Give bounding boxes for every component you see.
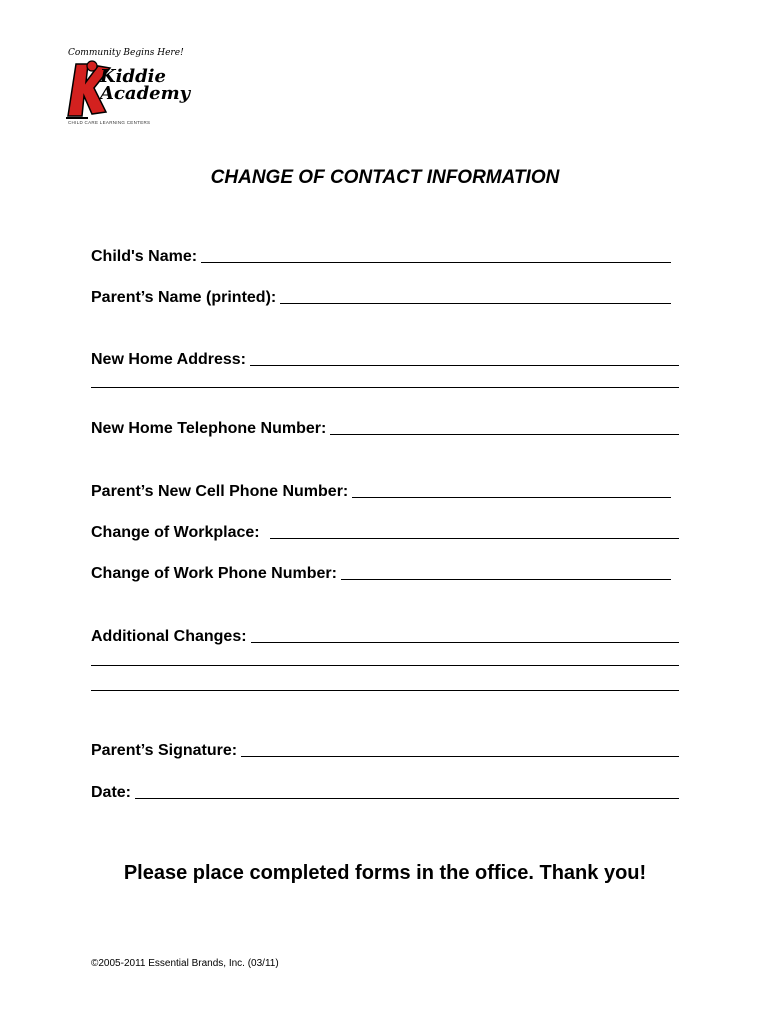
home-address-line[interactable] [250,365,679,366]
logo-brand-line-1: Kiddie [100,66,166,87]
kiddie-academy-logo [62,46,191,132]
home-address-line-2[interactable] [91,387,679,388]
cell-phone-label: Parent’s New Cell Phone Number: [91,483,349,500]
additional-changes-line-3[interactable] [91,690,679,691]
home-address-label: New Home Address: [91,351,246,368]
additional-changes-label: Additional Changes: [91,628,247,645]
parent-name-label: Parent’s Name (printed): [91,289,277,306]
home-phone-label: New Home Telephone Number: [91,420,327,437]
additional-changes-line[interactable] [251,642,679,643]
cell-phone-line[interactable] [352,497,671,498]
copyright-footer: ©2005-2011 Essential Brands, Inc. (03/11) [91,958,279,969]
date-line[interactable] [135,798,679,799]
logo-brand-line-2: Academy [100,83,191,104]
work-phone-line[interactable] [341,579,671,580]
home-phone-line[interactable] [330,434,679,435]
signature-field[interactable] [91,738,679,760]
cell-phone-field[interactable] [91,479,679,501]
signature-label: Parent’s Signature: [91,742,238,759]
home-phone-field[interactable] [91,416,679,438]
form-title: CHANGE OF CONTACT INFORMATION [210,167,560,188]
work-phone-label: Change of Work Phone Number: [91,565,337,582]
additional-changes-field[interactable] [91,624,679,646]
home-address-field[interactable] [91,347,679,369]
child-name-label: Child's Name: [91,248,198,265]
workplace-field[interactable] [91,520,679,542]
parent-name-line[interactable] [280,303,671,304]
logo-brand-word [100,68,190,102]
date-label: Date: [91,784,132,801]
date-field[interactable] [91,780,679,802]
workplace-label: Change of Workplace: [91,524,260,541]
submission-notice: Please place completed forms in the office. Thank you! [123,862,647,884]
work-phone-field[interactable] [91,561,679,583]
parent-name-field[interactable] [91,285,679,307]
additional-changes-line-2[interactable] [91,665,679,666]
child-name-line[interactable] [201,262,671,263]
logo-subtag: CHILD CARE LEARNING CENTERS [68,120,151,125]
logo-tagline: Community Begins Here! [68,48,184,58]
child-name-field[interactable] [91,244,679,266]
signature-line[interactable] [241,756,679,757]
workplace-line[interactable] [270,538,679,539]
